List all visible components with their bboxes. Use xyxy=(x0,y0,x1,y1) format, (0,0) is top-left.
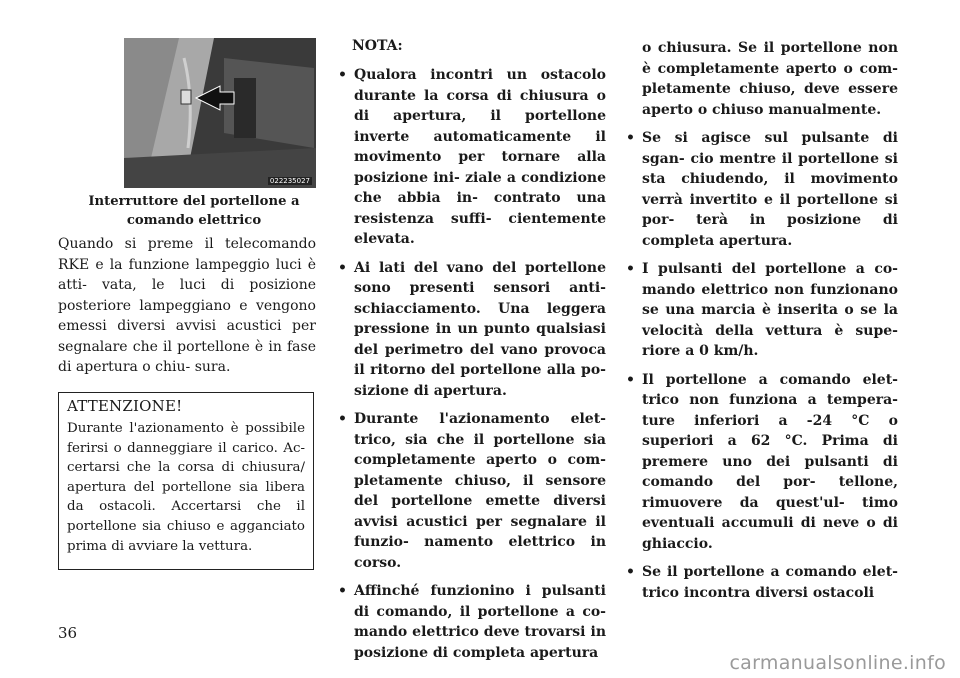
list-item: • Qualora incontri un ostacolo durante la corsa di chiusura o di apertura, il portellone inverte automaticamente il movimento per tornare alla posizione ini- ziale a condizione che abbia in- contrato una resistenza suffi- cientemente elevata. xyxy=(338,67,606,247)
warning-title: ATTENZIONE! xyxy=(67,397,183,415)
figure-code: 022235027 xyxy=(269,177,310,185)
bullet-icon: • xyxy=(338,259,347,276)
watermark: carmanualsonline.info xyxy=(729,652,946,674)
list-continuation: o chiusura. Se il portellone non è completamente aperto o com- pletamente chiuso, deve essere aperto o chiuso manualmente. xyxy=(642,40,898,118)
bullet-icon: • xyxy=(626,564,635,580)
intro-paragraph: Quando si preme il telecomando RKE e la funzione lampeggio luci è atti- vata, le luci di posizione posteriore lampeggiano e vengono emessi diversi avvisi acustici per segnalare che il portellone è in fase di apertura o chiu- sura. xyxy=(58,236,316,375)
list-item: • Durante l'azionamento elet- trico, sia che il portellone sia completamente aperto o com- pletamente chiuso, il sensore del portellone emette diversi avvisi acustici per segnalare il funzio- namento elettrico in corso. xyxy=(338,411,606,571)
list-item: • Affinché funzionino i pulsanti di comando, il portellone a co- mando elettrico deve trovarsi in posizione di completa apertura xyxy=(338,583,606,661)
bullet-icon: • xyxy=(626,130,635,146)
note-heading: NOTA: xyxy=(352,38,403,54)
bullet-icon: • xyxy=(338,411,347,427)
page-number: 36 xyxy=(58,624,78,642)
list-item: • Se si agisce sul pulsante di sgan- cio mentre il portellone si sta chiudendo, il movimento verrà invertito e il portellone si por- terà in posizione di completa apertura. xyxy=(626,130,898,249)
note-list-column-2 xyxy=(338,65,606,671)
bullet-icon: • xyxy=(626,261,635,277)
list-item: • Ai lati del vano del portellone sono presenti sensori anti- schiacciamento. Una leggera pressione in un punto qualsiasi del perimetro del vano provoca il ritorno del portellone alla po- sizione di apertura. xyxy=(338,259,606,399)
bullet-icon: • xyxy=(338,67,347,83)
list-item: • Se il portellone a comando elet- trico incontra diversi ostacoli xyxy=(626,564,898,601)
bullet-icon: • xyxy=(626,371,635,388)
tailgate-interior-illustration xyxy=(124,38,316,188)
tailgate-switch-photo xyxy=(124,38,316,188)
figure-caption: Interruttore del portellone a comando elettrico xyxy=(88,194,300,228)
warning-box xyxy=(58,392,314,570)
note-list-column-3 xyxy=(626,38,898,611)
list-item: • I pulsanti del portellone a co- mando elettrico non funzionano se una marcia è inserita o se la velocità della vettura è supe- riore a 0 km/h. xyxy=(626,261,898,359)
warning-text: Durante l'azionamento è possibile ferirsi o danneggiare il carico. Ac- certarsi che la corsa di chiusura/ apertura del portellone sia libera da ostacoli. Accertarsi che il portellone sia chiuso e agganciato prima di avviare la vettura. xyxy=(67,421,305,554)
bullet-icon: • xyxy=(338,583,347,599)
list-item: • Il portellone a comando elet- trico non funziona a tempera- ture inferiori a -24 °C o superiori a 62 °C. Prima di premere uno dei pulsanti di comando del por- tellone, rimuovere da quest'ul- timo eventuali accumuli di neve o di ghiaccio. xyxy=(626,371,898,552)
